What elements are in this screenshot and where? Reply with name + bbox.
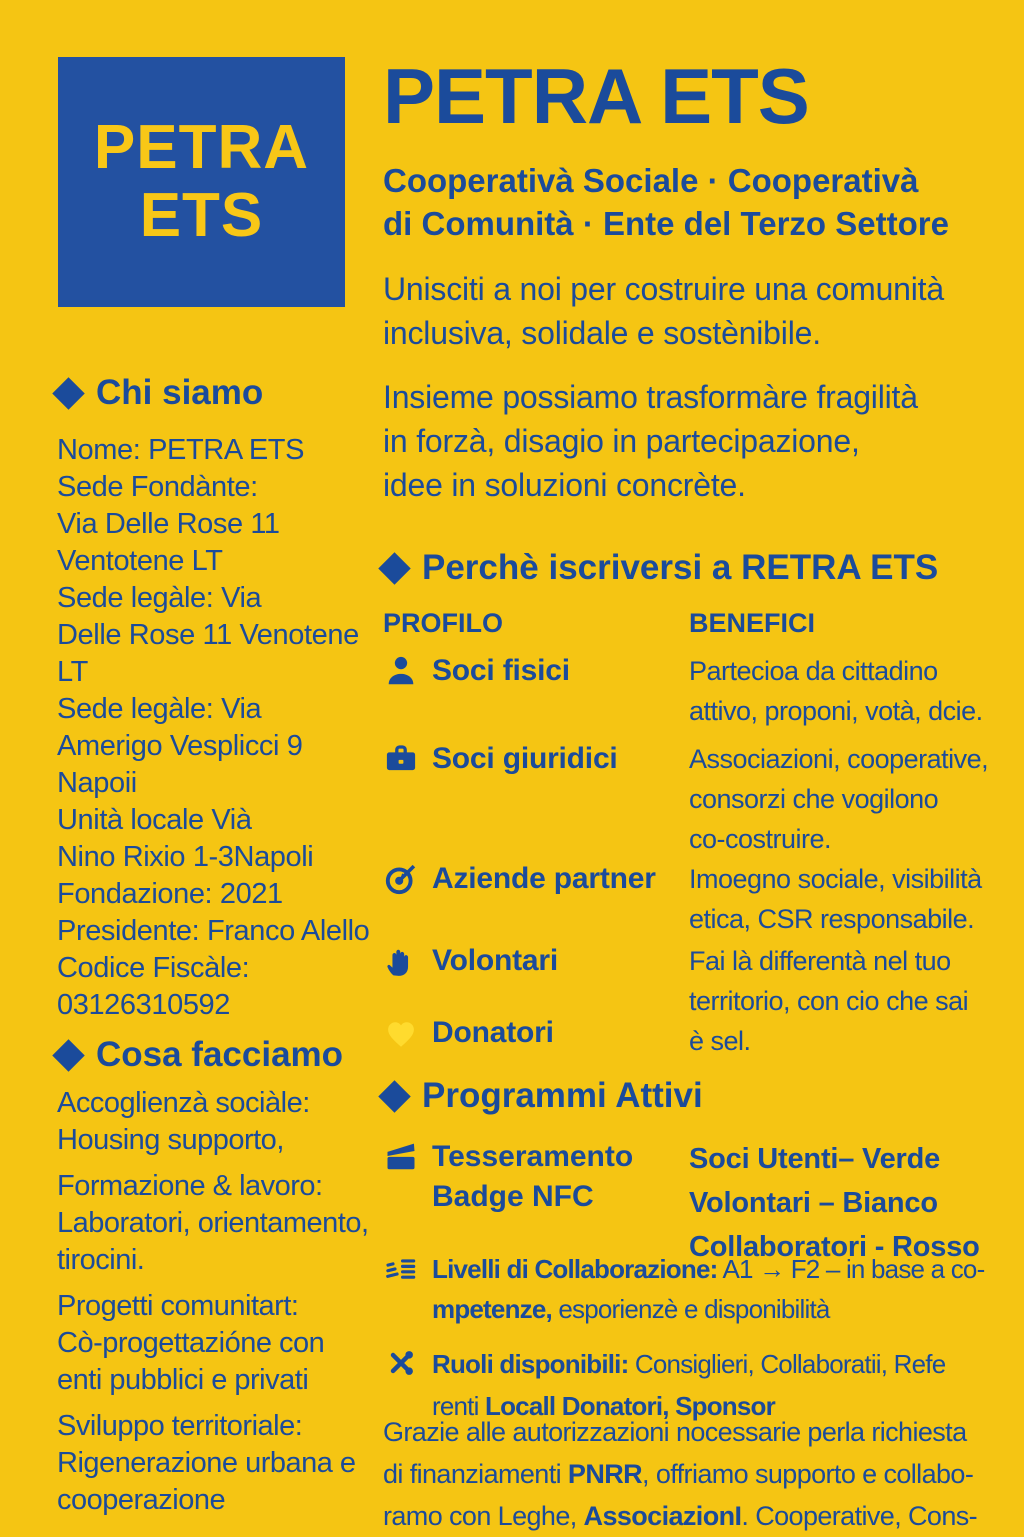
benefit-cell xyxy=(689,739,1010,859)
detail-line: Delle Rose 11 Venotene xyxy=(57,619,359,651)
benefit-line: Fai là differentà nel tuo xyxy=(689,946,951,976)
column-header-benefici: BENEFICI xyxy=(689,608,816,638)
detail-line: Napoii xyxy=(57,767,137,799)
perche-title: Perchè iscriversi a RETRA ETS xyxy=(422,548,939,587)
detail-line: Codice Fiscàle: xyxy=(57,952,250,984)
footer-paragraph xyxy=(383,1411,1010,1537)
intro-line: Unisciti a noi per costruire una comunità xyxy=(383,271,944,307)
benefit-line: è sel. xyxy=(689,1026,751,1056)
section-header-chi-siamo xyxy=(57,372,382,414)
benefit-line: consorzi che vogilono xyxy=(689,784,939,814)
heart-icon xyxy=(383,1015,419,1051)
detail-line: Nome: PETRA ETS xyxy=(57,434,305,466)
profile-cell xyxy=(383,739,689,859)
livelli-line-2 xyxy=(432,1289,984,1329)
profile-cell xyxy=(383,859,689,939)
paragraph-line: Rigenerazione urbana e xyxy=(57,1447,356,1479)
subtitle-line: di Comunità · Ente del Terzo Settore xyxy=(383,205,949,242)
detail-line: 03126310592 xyxy=(57,989,231,1021)
paragraph-line: Laboratori, orientamento, xyxy=(57,1207,369,1239)
intro-line: idee in soluzioni concrète. xyxy=(383,467,746,503)
benefit-line: attivo, proponi, votà, dcie. xyxy=(689,696,983,726)
ruoli-bold: Locall Donatori, Sponsor xyxy=(485,1391,775,1421)
livelli-bold: mpetenze, xyxy=(432,1294,552,1324)
intro-paragraph-1 xyxy=(383,267,1010,355)
section-header-perche xyxy=(383,547,1010,589)
cosa-facciamo-title: Cosa facciamo xyxy=(96,1035,344,1074)
detail-line: Nino Rixio 1-3Napoli xyxy=(57,841,314,873)
chi-siamo-title: Chi siamo xyxy=(96,373,264,412)
page-title: PETRA ETS xyxy=(383,52,809,140)
livelli-line-1 xyxy=(432,1249,984,1289)
cosa-paragraph xyxy=(57,1168,382,1279)
diamond-icon xyxy=(52,1039,85,1072)
badge-line: Soci Utenti– Verde xyxy=(689,1143,941,1175)
intro-line: in forzà, disagio in partecipazione, xyxy=(383,423,860,459)
chi-siamo-details xyxy=(57,432,382,1024)
profile-label: Aziende partner xyxy=(432,862,656,895)
cosa-paragraph xyxy=(57,1085,382,1159)
detail-line: Via Delle Rose 11 xyxy=(57,508,280,540)
table-row xyxy=(383,651,1010,731)
paragraph-line: Formazione & lavoro: xyxy=(57,1170,323,1202)
right-column xyxy=(383,52,1010,1537)
detail-line: Amerigo Vesplicci 9 xyxy=(57,730,303,762)
footer-line-3 xyxy=(383,1495,1010,1537)
levels-icon xyxy=(383,1251,419,1287)
table-row xyxy=(383,1013,1010,1053)
section-header-programmi xyxy=(383,1075,1010,1117)
programma-row-livelli xyxy=(383,1249,1010,1329)
diamond-icon xyxy=(378,552,411,585)
table-header xyxy=(383,607,1010,639)
benefit-line: Imoegno sociale, visibilità xyxy=(689,864,982,894)
benefit-cell xyxy=(689,651,1010,731)
profile-label: Donatori xyxy=(432,1016,554,1049)
benefit-line: co-costruire. xyxy=(689,824,832,854)
profile-label: Soci fisici xyxy=(432,654,570,687)
subtitle xyxy=(383,159,1010,245)
footer-text: , offriamo supporto e collabo- xyxy=(642,1459,974,1489)
paragraph-line: Sviluppo territoriale: xyxy=(57,1410,303,1442)
benefit-line: etica, CSR responsabile. xyxy=(689,904,975,934)
diamond-icon xyxy=(52,377,85,410)
hand-icon xyxy=(383,943,419,979)
tesseramento-label xyxy=(432,1137,633,1217)
label-line: Badge NFC xyxy=(432,1180,594,1213)
detail-line: Sede legàle: Via xyxy=(57,693,262,725)
intro-line: Insieme possiamo trasformàre fragilità xyxy=(383,379,918,415)
benefit-line: territorio, con cio che sai xyxy=(689,986,969,1016)
detail-line: Fondazione: 2021 xyxy=(57,878,283,910)
subtitle-line: Cooperativà Sociale · Cooperativà xyxy=(383,162,919,199)
left-column xyxy=(57,372,382,1519)
livelli-detail: esporienzè e disponibilità xyxy=(551,1294,830,1324)
badge-card-icon xyxy=(383,1139,419,1175)
detail-line: LT xyxy=(57,656,88,688)
paragraph-line: cooperazione xyxy=(57,1484,226,1516)
target-icon xyxy=(383,861,419,897)
table-row xyxy=(383,859,1010,939)
profile-cell xyxy=(383,1013,689,1053)
ruoli-detail: Consiglieri, Collaboratii, Refe xyxy=(628,1349,946,1379)
logo-line2: ETS xyxy=(139,181,264,250)
footer-line-2 xyxy=(383,1453,1010,1495)
briefcase-icon xyxy=(383,741,419,777)
footer-bold-pnrr: PNRR xyxy=(567,1459,643,1489)
cosa-paragraph xyxy=(57,1288,382,1399)
table-row xyxy=(383,739,1010,859)
paragraph-line: Housing supporto, xyxy=(57,1124,284,1156)
benefit-line: Associazioni, cooperative, xyxy=(689,744,989,774)
badge-line: Volontari – Bianco xyxy=(689,1187,938,1219)
person-icon xyxy=(383,653,419,689)
footer-text: . Cooperative, Cons- xyxy=(741,1501,978,1531)
footer-line-1: Grazie alle autorizzazioni nocessarie perla richiesta xyxy=(383,1417,967,1447)
cosa-paragraph xyxy=(57,1408,382,1519)
profile-cell xyxy=(383,651,689,731)
label-line: Tesseramento xyxy=(432,1140,634,1173)
footer-text: ramo con Leghe, xyxy=(383,1501,584,1531)
footer-text: di finanziamenti xyxy=(383,1459,568,1489)
intro-paragraph-2 xyxy=(383,375,1010,507)
livelli-label: Livelli di Collaborazione: xyxy=(432,1254,718,1284)
paragraph-line: Accoglienzà sociàle: xyxy=(57,1087,310,1119)
paragraph-line: Progetti comunitart: xyxy=(57,1290,299,1322)
detail-line: Unità locale Vià xyxy=(57,804,252,836)
column-header-profilo: PROFILO xyxy=(383,608,503,638)
profile-label: Volontari xyxy=(432,944,558,977)
benefit-line: Partecioa da cittadino xyxy=(689,656,938,686)
programmi-title: Programmi Attivi xyxy=(422,1076,703,1115)
paragraph-line: enti pubblici e privati xyxy=(57,1364,309,1396)
tools-icon xyxy=(383,1345,419,1381)
ruoli-line-1 xyxy=(432,1343,945,1385)
logo-petra-ets xyxy=(58,57,345,307)
section-header-cosa-facciamo xyxy=(57,1034,382,1076)
profile-label: Soci giuridici xyxy=(432,742,618,775)
benefit-cell xyxy=(689,1013,1010,1053)
paragraph-line: tirocini. xyxy=(57,1244,145,1276)
footer-bold-associazioni: AssociazionI xyxy=(583,1501,742,1531)
detail-line: Sede legàle: Via xyxy=(57,582,262,614)
livelli-detail: A1 → F2 – in base a co- xyxy=(717,1254,985,1284)
detail-line: Presidente: Franco Alello xyxy=(57,915,370,947)
intro-line: inclusiva, solidale e sostènibile. xyxy=(383,315,821,351)
detail-line: Sede Fondànte: xyxy=(57,471,258,503)
ruoli-detail: renti xyxy=(432,1391,486,1421)
livelli-text xyxy=(432,1249,984,1329)
detail-line: Ventotene LT xyxy=(57,545,223,577)
diamond-icon xyxy=(378,1080,411,1113)
paragraph-line: Cò-progettazióne con xyxy=(57,1327,325,1359)
logo-line1: PETRA xyxy=(93,113,310,182)
benefit-cell xyxy=(689,859,1010,939)
ruoli-label: Ruoli disponibili: xyxy=(432,1349,629,1379)
badge-line: Collaboratori - Rosso xyxy=(689,1231,980,1263)
